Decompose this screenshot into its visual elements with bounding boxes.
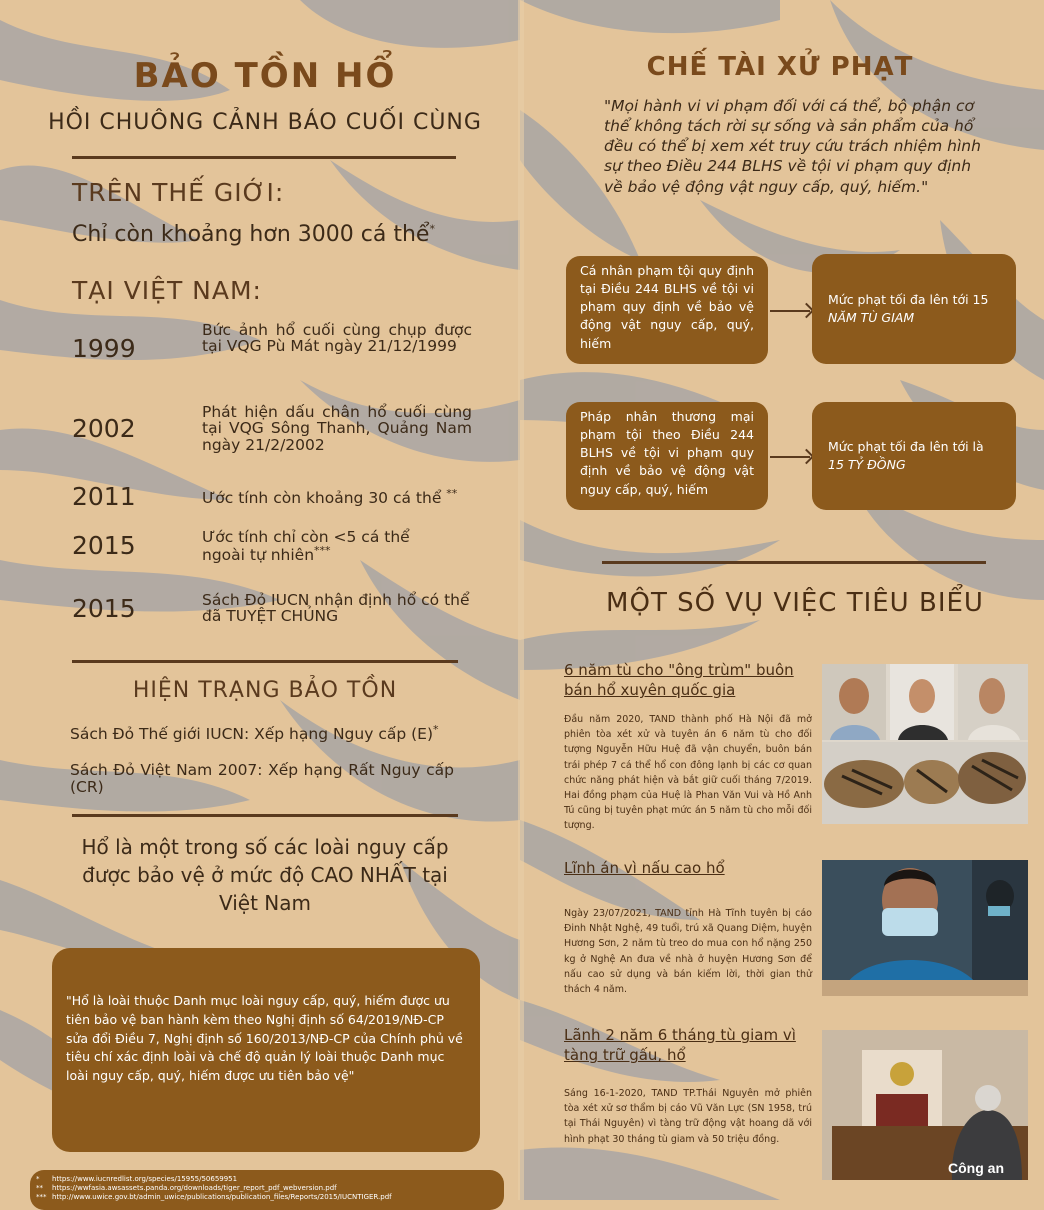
penalty-quote: "Mọi hành vi vi phạm đối với cá thể, bộ phận cơ thể không tách rời sự sống và sản phẩm của hổ đều có thể bị xem xét truy cứu trách nhiệm hình sự theo Điều 244 BLHS về tội vi phạm quy định về bảo vệ động vật nguy cấp, quý, hiếm."	[604, 97, 981, 196]
rule-subject-box: Cá nhân phạm tội quy định tại Điều 244 BLHS về tội vi phạm quy định về bảo vệ động vật nguy cấp, quý, hiếm	[566, 256, 768, 364]
case-photo	[822, 1030, 1028, 1180]
timeline-description: Phát hiện dấu chân hổ cuối cùng tại VQG Sông Thanh, Quảng Nam ngày 21/2/2002	[202, 403, 472, 454]
world-text	[72, 222, 435, 247]
timeline-description-text: Ước tính còn khoảng 30 cá thể	[202, 489, 442, 508]
timeline-year: 2015	[72, 594, 136, 623]
decree-quote-box	[52, 948, 480, 1152]
reference-link[interactable]: https://www.iucnredlist.org/species/15955/50659951	[52, 1175, 238, 1183]
rule-penalty-text: Mức phạt tối đa lên tới là	[828, 438, 984, 454]
case-photo	[822, 860, 1028, 996]
status-vietnam: Sách Đỏ Việt Nam 2007: Xếp hạng Rất Nguy cấp (CR)	[70, 761, 454, 797]
rule-penalty	[828, 438, 1000, 474]
rule-penalty	[828, 291, 1000, 327]
protection-statement: Hổ là một trong số các loài nguy cấp được bảo vệ ở mức độ CAO NHẤT tại Việt Nam	[81, 835, 449, 915]
timeline-description	[202, 488, 472, 506]
penalty-heading: CHẾ TÀI XỬ PHẠT	[646, 52, 914, 82]
references-box	[30, 1170, 504, 1210]
divider	[72, 156, 456, 159]
reference-mark: *	[36, 1175, 40, 1183]
timeline-footnote-mark: **	[446, 487, 458, 500]
rule-penalty-text: Mức phạt tối đa lên tới 15	[828, 291, 989, 307]
divider	[602, 561, 986, 564]
timeline-description	[202, 529, 442, 564]
reference-item[interactable]	[36, 1183, 494, 1193]
arrow-icon	[770, 310, 810, 312]
case-title[interactable]: Lĩnh án vì nấu cao hổ	[564, 859, 725, 877]
cases-heading: MỘT SỐ VỤ VIỆC TIÊU BIỂU	[606, 588, 984, 618]
case-text: Sáng 16-1-2020, TAND TP.Thái Nguyên mở phiên tòa xét xử sơ thẩm bị cáo Vũ Văn Lực (SN 1958, trú tại Thái Nguyên) vì tàng trữ động vật hoang dã với hình phạt 30 tháng tù giam và 50 triệu đồng.	[564, 1088, 812, 1145]
rule-penalty-emphasis: NĂM TÙ GIAM	[828, 310, 915, 325]
reference-mark: ***	[36, 1192, 47, 1201]
status-iucn-text: Sách Đỏ Thế giới IUCN: Xếp hạng Nguy cấp (E)	[70, 725, 433, 744]
vietnam-heading: TẠI VIỆT NAM:	[72, 276, 262, 305]
status-heading: HIỆN TRẠNG BẢO TỒN	[132, 678, 398, 703]
reference-item[interactable]	[36, 1192, 494, 1202]
reference-mark: **	[36, 1183, 43, 1192]
world-heading: TRÊN THẾ GIỚI:	[72, 178, 285, 207]
world-text-value: Chỉ còn khoảng hơn 3000 cá thể	[72, 222, 430, 247]
rule-subject-box: Pháp nhân thương mại phạm tội theo Điều 244 BLHS về tội vi phạm quy định về bảo vệ động vật nguy cấp, quý, hiếm	[566, 402, 768, 510]
case-text: Đầu năm 2020, TAND thành phố Hà Nội đã mở phiên tòa xét xử và tuyên án 6 năm tù cho đối tượng Nguyễn Hữu Huệ đã vận chuyển, buôn bán trái phép 7 cá thể hổ con đông lạnh bị các cơ quan chức năng phát hiện và bắt giữ cuối tháng 7/2019. Hai đồng phạm của Huệ là Phan Văn Vui và Hồ Anh Tú cũng bị tuyên phạt mức án 5 năm tù cho mỗi đối tượng.	[564, 714, 812, 832]
divider	[72, 660, 458, 663]
timeline-year: 2002	[72, 414, 136, 443]
rule-penalty-emphasis: 15 TỶ ĐỒNG	[828, 457, 906, 472]
arrow-icon	[770, 456, 810, 458]
timeline-description: Sách Đỏ IUCN nhận định hổ có thể đã TUYỆT CHỦNG	[202, 591, 470, 626]
case-title[interactable]: Lãnh 2 năm 6 tháng tù giam vì tàng trữ gấu, hổ	[564, 1026, 796, 1065]
case-title[interactable]: 6 năm tù cho "ông trùm" buôn bán hổ xuyên quốc gia	[564, 661, 794, 700]
case-text: Ngày 23/07/2021, TAND tỉnh Hà Tĩnh tuyên bị cáo Đinh Nhật Nghệ, 49 tuổi, trú xã Quang Diệm, huyện Hương Sơn, 2 năm tù treo do mua con hổ nặng 250 kg ở Nghệ An đưa về nhà ở huyện Hương Sơn để nấu cao sử dụng và bán kiếm lời, thời gian thử thách 4 năm.	[564, 908, 812, 995]
decree-quote: "Hổ là loài thuộc Danh mục loài nguy cấp, quý, hiếm được ưu tiên bảo vệ ban hành kèm theo Nghị định số 64/2019/NĐ-CP sửa đổi Điều 7, Nghị định số 160/2013/NĐ-CP của Chính phủ về tiêu chí xác định loài và chế độ quản lý loài thuộc Danh mục loài nguy cấp, quý, hiếm được ưu tiên bảo vệ"	[66, 993, 463, 1083]
reference-link[interactable]: http://www.uwice.gov.bt/admin_uwice/publications/publication_files/Reports/2015/IUCNTIGER.pdf	[52, 1192, 392, 1201]
timeline-year: 1999	[72, 334, 136, 363]
status-footnote-mark: *	[433, 723, 439, 736]
divider	[72, 814, 458, 817]
reference-item[interactable]	[36, 1175, 494, 1184]
page-subtitle: HỒI CHUÔNG CẢNH BÁO CUỐI CÙNG	[48, 110, 482, 135]
timeline-year: 2011	[72, 482, 136, 511]
timeline-footnote-mark: ***	[314, 544, 331, 558]
case-photo	[822, 664, 1028, 824]
reference-link[interactable]: https://wwfasia.awsassets.panda.org/downloads/tiger_report_pdf_webversion.pdf	[52, 1183, 337, 1192]
world-footnote-mark: *	[429, 222, 435, 236]
timeline-year: 2015	[72, 531, 136, 560]
rule-penalty-box	[812, 402, 1016, 510]
timeline-description-text: Ước tính chỉ còn <5 cá thể ngoài tự nhiên	[202, 528, 410, 565]
timeline-description: Bức ảnh hổ cuối cùng chụp được tại VQG Pù Mát ngày 21/12/1999	[202, 321, 472, 356]
rule-penalty-box	[812, 254, 1016, 364]
page-title: BẢO TỒN HỔ	[133, 56, 397, 96]
photo-watermark: Công an	[948, 1160, 1004, 1176]
status-iucn	[70, 724, 490, 743]
